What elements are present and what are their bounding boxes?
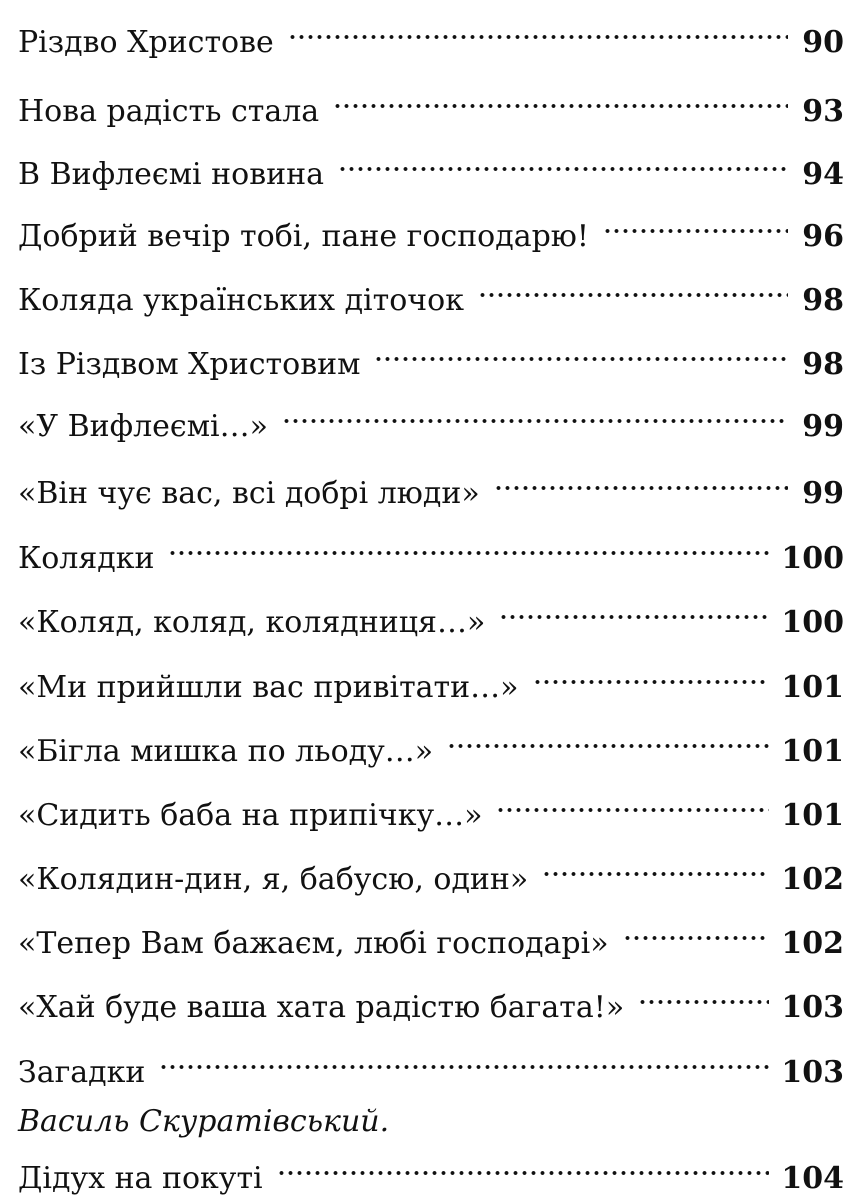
dot-leader [496, 775, 769, 825]
toc-entry [18, 518, 844, 576]
toc-entry-page: 98 [802, 283, 844, 318]
dot-leader [603, 196, 788, 246]
toc-entry-page: 104 [781, 1161, 844, 1196]
toc-entry-page: 103 [781, 1055, 844, 1090]
toc-entry-page: 99 [802, 409, 844, 444]
toc-entry-page: 96 [802, 219, 844, 254]
toc-entry-page: 99 [802, 476, 844, 511]
toc-entry-page: 102 [781, 926, 844, 961]
toc-entry-page: 93 [802, 94, 844, 129]
toc-entry-title: «Сидить баба на припічку…» [18, 798, 483, 833]
toc-entry-page: 101 [781, 798, 844, 833]
toc-entry-page: 103 [781, 990, 844, 1025]
dot-leader [533, 647, 770, 697]
toc-entry [18, 582, 844, 640]
dot-leader [282, 386, 788, 436]
toc-entry [18, 711, 844, 769]
toc-entry-title: Колядки [18, 541, 155, 576]
toc-entry [18, 453, 844, 511]
toc-entry [18, 1138, 844, 1196]
dot-leader [638, 967, 769, 1017]
toc-entry [18, 1032, 844, 1090]
toc-entry-title: Коляда українських діточок [18, 283, 464, 318]
dot-leader [494, 453, 788, 503]
toc-entry-title: Різдво Христове [18, 25, 274, 60]
toc-entry-title: В Вифлеємі новина [18, 157, 325, 192]
toc-entry [18, 967, 844, 1025]
toc-entry [18, 260, 844, 318]
toc-entry-page: 98 [802, 347, 844, 382]
dot-leader [338, 134, 788, 184]
toc-entry [18, 2, 844, 60]
toc-entry [18, 71, 844, 129]
toc-entry [18, 647, 844, 705]
toc-entry-title: Дідух на покуті [18, 1161, 263, 1196]
toc-entry-page: 100 [781, 605, 844, 640]
dot-leader [542, 839, 769, 889]
toc-entry-page: 90 [802, 25, 844, 60]
toc-entry-title: «Бігла мишка по льоду…» [18, 734, 434, 769]
toc-entry [18, 134, 844, 192]
toc-entry-page: 100 [781, 541, 844, 576]
toc-entry-title: «Він чує вас, всі добрі люди» [18, 476, 480, 511]
toc-entry-title: Нова радість стала [18, 94, 320, 129]
dot-leader [374, 324, 788, 374]
dot-leader [159, 1032, 769, 1082]
toc-entry-title: «Тепер Вам бажаєм, любі господарі» [18, 926, 609, 961]
toc-entry-title: Із Різдвом Христовим [18, 347, 361, 382]
toc-entry [18, 839, 844, 897]
dot-leader [447, 711, 769, 761]
dot-leader [499, 582, 769, 632]
toc-entry-page: 102 [781, 862, 844, 897]
toc-entry [18, 324, 844, 382]
toc-entry [18, 386, 844, 444]
toc-entry [18, 196, 844, 254]
toc-entry-title: Добрий вечір тобі, пане господарю! [18, 219, 589, 254]
toc-entry-author: Василь Скуратівський. [18, 1104, 390, 1139]
toc-entry [18, 903, 844, 961]
toc-entry-page: 101 [781, 734, 844, 769]
dot-leader [333, 71, 788, 121]
toc-entry-title: «Ми прийшли вас привітати…» [18, 670, 519, 705]
toc-entry-title: «У Вифлеємі…» [18, 409, 268, 444]
toc-entry-title: «Хай буде ваша хата радістю багата!» [18, 990, 625, 1025]
dot-leader [288, 2, 788, 52]
toc-entry-title: «Колядин-дин, я, бабусю, один» [18, 862, 529, 897]
toc-entry-page: 101 [781, 670, 844, 705]
dot-leader [168, 518, 769, 568]
toc-entry [18, 775, 844, 833]
toc-entry-title: Загадки [18, 1055, 146, 1090]
dot-leader [478, 260, 788, 310]
dot-leader [623, 903, 770, 953]
toc-entry-title: «Коляд, коляд, колядниця…» [18, 605, 486, 640]
toc-entry-page: 94 [802, 157, 844, 192]
dot-leader [277, 1138, 770, 1188]
